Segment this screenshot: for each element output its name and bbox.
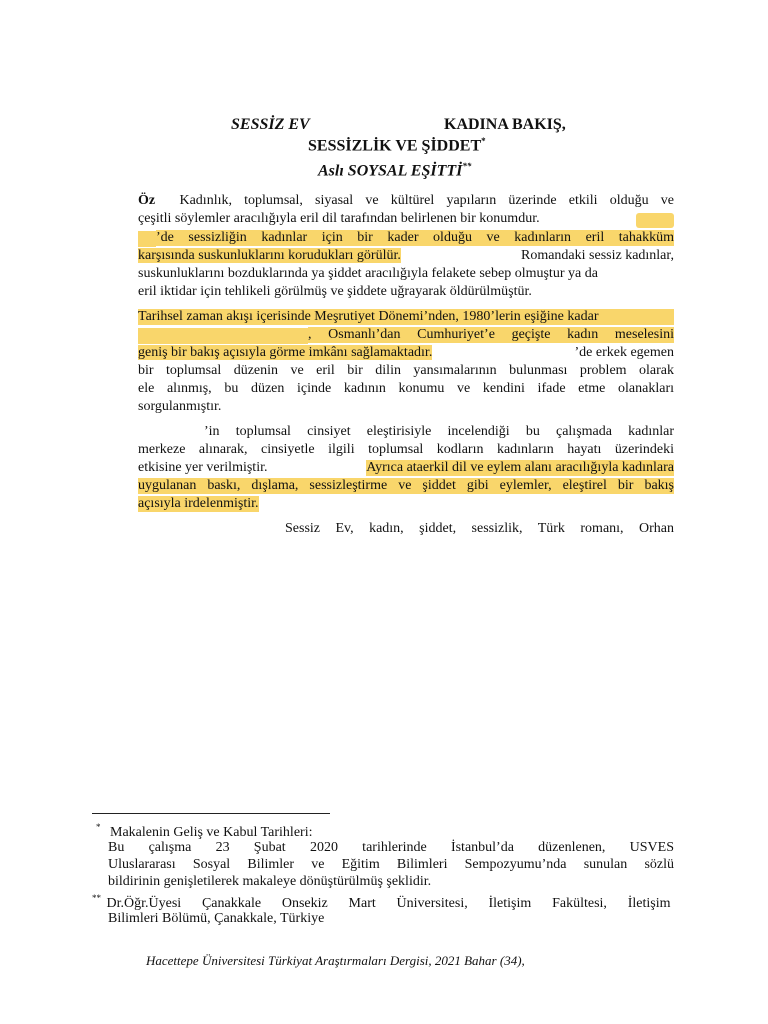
abstract-p2-line-3 <box>138 345 674 361</box>
footnote-1-header <box>96 822 312 841</box>
highlight-fragment <box>636 213 674 228</box>
page-footer: Hacettepe Üniversitesi Türkiyat Araştırmaları Dergisi, 2021 Bahar (34), <box>146 953 525 968</box>
abstract-p3-text-3b: Ayrıca ataerkil dil ve eylem alanı aracılığıyla kadınlara <box>366 460 674 475</box>
footnote-divider <box>92 813 330 814</box>
abstract-p2-line-6: sorgulanmıştır. <box>138 399 222 414</box>
footnote-2-line-2: Bilimleri Bölümü, Çanakkale, Türkiye <box>108 911 325 926</box>
footnote-2-mark: ** <box>92 893 101 903</box>
abstract-p2-line-5: ele alınmış, bu düzen içinde kadının konumu ve kendini ifade etme olanakları <box>138 381 674 396</box>
footnote-2-line-1 <box>92 893 674 912</box>
title-line-2-text: SESSİZLİK VE ŞİDDET <box>308 137 482 155</box>
highlight-fragment <box>138 231 156 247</box>
abstract-p1-line-3: ’de sessizliğin kadınlar için bir kader olduğu ve kadınların eril tahakküm <box>156 230 674 245</box>
title-line-2 <box>308 136 486 155</box>
abstract-p3-text-3a: etkisine yer verilmiştir. <box>138 460 268 475</box>
footnote-2-text-1: Dr.Öğr.Üyesi Çanakkale Onsekiz Mart Üniversitesi, İletişim Fakültesi, İletişim <box>106 895 671 911</box>
highlight-fragment <box>138 328 308 344</box>
keywords: Sessiz Ev, kadın, şiddet, sessizlik, Türk romanı, Orhan <box>285 521 674 536</box>
abstract-p2-text-3a: geniş bir bakış açısıyla görme imkânı sağlamaktadır. <box>138 345 433 360</box>
abstract-label: Öz <box>138 193 156 208</box>
abstract-p1-line-6: eril iktidar için tehlikeli görülmüş ve şiddete uğrayarak öldürülmüştür. <box>138 284 532 299</box>
abstract-p3-line-4: uygulanan baskı, dışlama, sessizleştirme ve şiddet gibi eylemler, eleştirel bir bakış <box>138 478 674 493</box>
abstract-p2-line-1: Tarihsel zaman akışı içerisinde Meşrutiyet Dönemi’nden, 1980’lerin eşiğine kadar <box>138 309 674 325</box>
footnote-1-line-3: bildirinin genişletilerek makaleye dönüştürülmüş şeklidir. <box>108 874 432 889</box>
abstract-p1-line-1 <box>138 193 674 209</box>
abstract-p1-line-4 <box>138 248 674 264</box>
footnote-1-title: Makalenin Geliş ve Kabul Tarihleri: <box>110 824 313 840</box>
footnote-1-line-1: Bu çalışma 23 Şubat 2020 tarihlerinde İstanbul’da düzenlenen, USVES <box>108 840 674 855</box>
abstract-p3-line-5: açısıyla irdelenmiştir. <box>138 496 259 511</box>
abstract-p2-line-4: bir toplumsal düzenin ve eril bir dilin yansımalarının bulunması problem olarak <box>138 363 674 378</box>
author-footnote-mark: ** <box>462 161 472 171</box>
footnote-1-line-2: Uluslararası Sosyal Bilimler ve Eğitim Bilimleri Sempozyumu’nda sunulan sözlü <box>108 857 674 872</box>
author-name <box>318 161 471 180</box>
title-footnote-mark: * <box>481 136 486 146</box>
abstract-p2-text-3b: ’de erkek egemen <box>574 345 674 360</box>
abstract-p1-text-4a: karşısında suskunluklarını korudukları görülür. <box>138 248 401 263</box>
title-part-2: KADINA BAKIŞ, <box>444 116 566 133</box>
abstract-p1-text-1: Kadınlık, toplumsal, siyasal ve kültürel yapıların üzerinde etkili olduğu ve <box>179 193 675 208</box>
author-name-text: Aslı SOYSAL EŞİTTİ <box>318 162 463 180</box>
abstract-p1-line-5: suskunluklarını bozduklarında ya şiddet aracılığıyla felakete sebep olmuştur ya da <box>138 266 598 281</box>
footnote-1-mark: * <box>96 822 101 832</box>
title-part-1: SESSİZ EV <box>231 116 310 133</box>
abstract-p3-line-3 <box>138 460 674 476</box>
abstract-p3-line-1: ’in toplumsal cinsiyet eleştirisiyle incelendiği bu çalışmada kadınlar <box>204 424 674 439</box>
abstract-p3-line-2: merkeze alınarak, cinsiyetle ilgili toplumsal kodların kadınların hayatı üzerindeki <box>138 442 674 457</box>
abstract-p2-line-2: , Osmanlı’dan Cumhuriyet’e geçişte kadın meselesini <box>308 327 674 342</box>
abstract-p1-line-2: çeşitli söylemler aracılığıyla eril dil tarafından belirlenen bir konumdur. <box>138 211 540 226</box>
abstract-p1-text-4b: Romandaki sessiz kadınlar, <box>520 248 674 263</box>
